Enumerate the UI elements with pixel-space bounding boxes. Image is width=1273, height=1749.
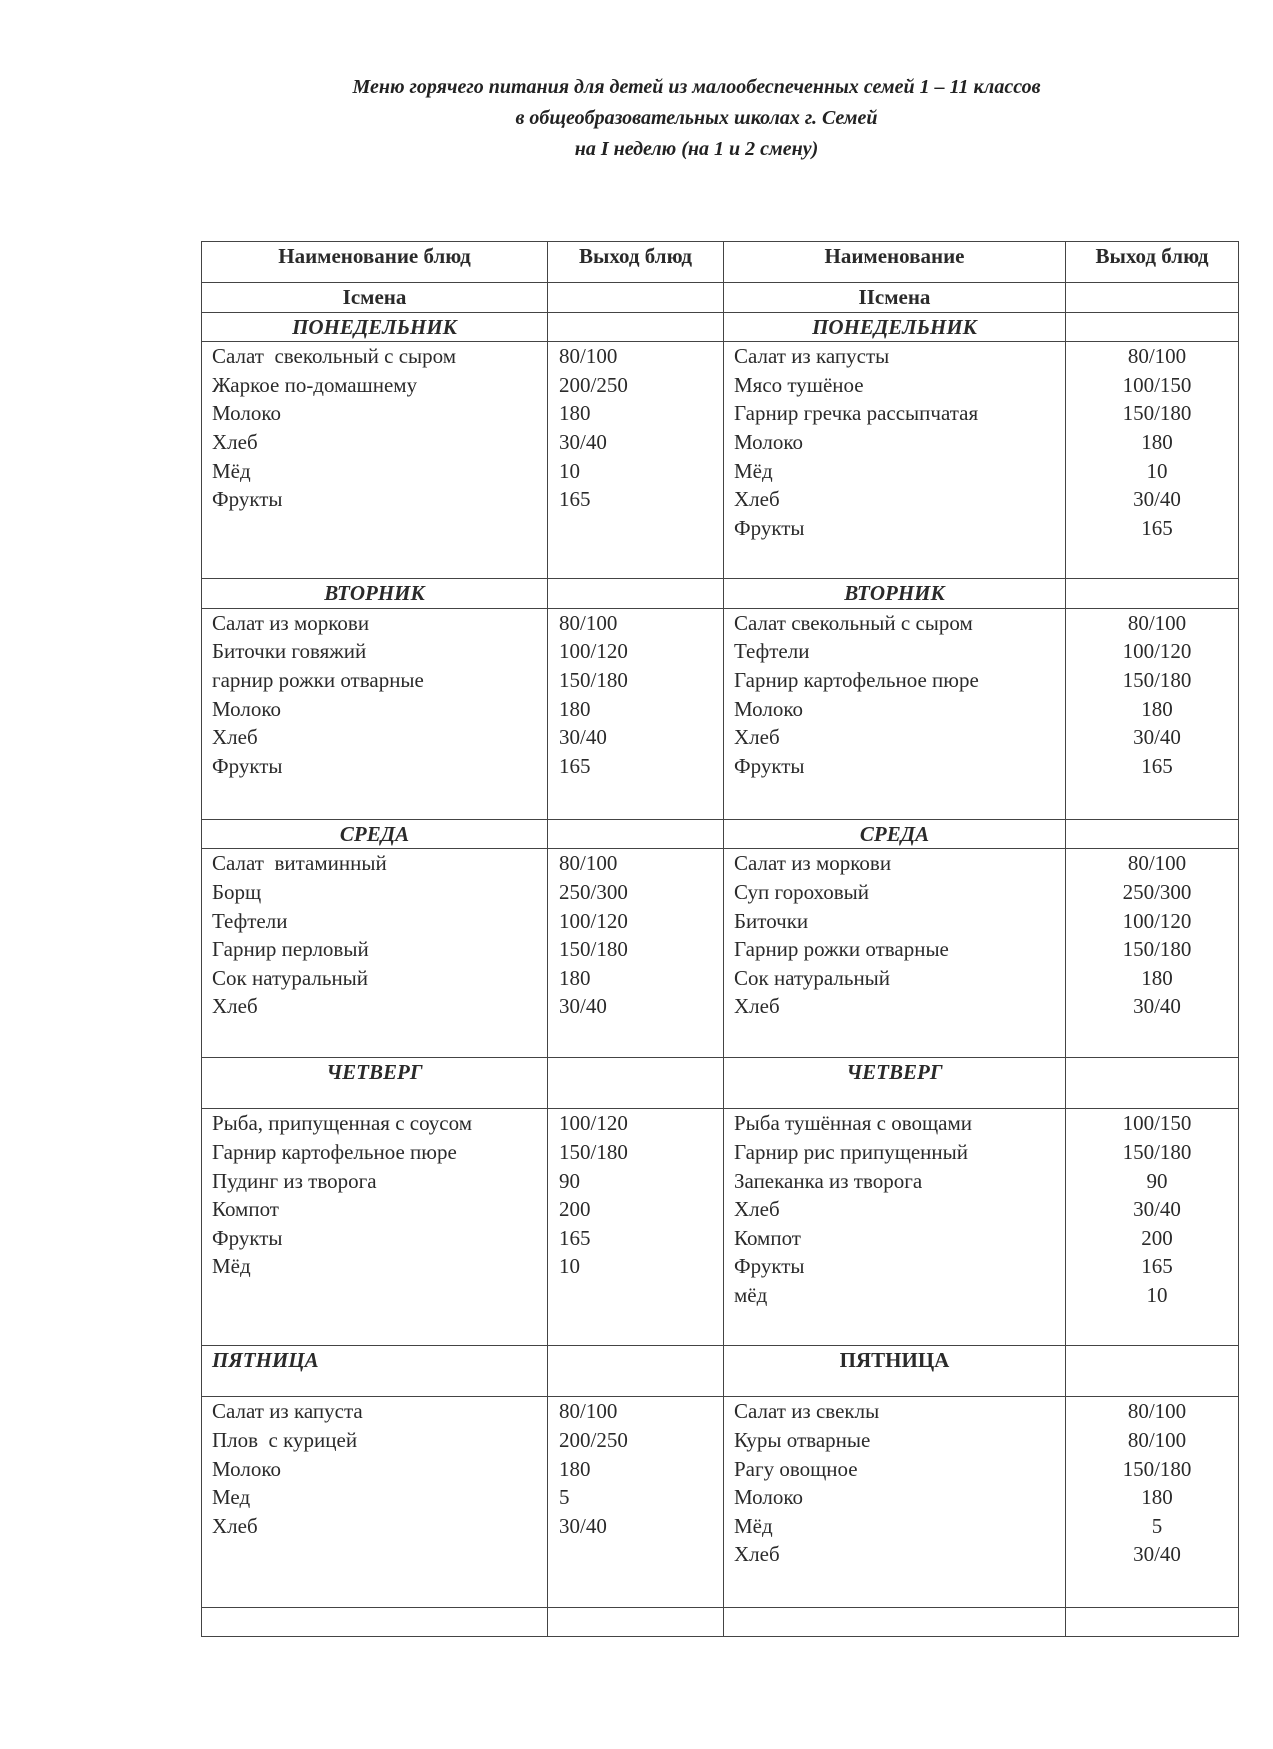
dish-name: Хлеб — [734, 725, 780, 750]
empty-cell — [548, 1608, 724, 1637]
dish-name: Мясо тушёное — [734, 372, 864, 397]
dish-portion: 30/40 — [559, 725, 607, 750]
empty-cell — [1066, 312, 1239, 342]
dish-name: Биточки говяжий — [212, 639, 367, 664]
second-shift-dishes — [724, 608, 1066, 819]
dish-name: Гарнир рожки отварные — [734, 937, 949, 962]
dish-portion: 100/120 — [559, 1111, 628, 1136]
first-shift-portions — [548, 1109, 724, 1346]
dish-name: Фрукты — [212, 1225, 283, 1250]
dish-portion: 150/180 — [559, 937, 628, 962]
document-title — [0, 72, 1273, 165]
dish-portion: 30/40 — [1133, 1197, 1181, 1222]
title-line-3: на I неделю (на 1 и 2 смену) — [574, 138, 819, 160]
empty-cell — [1066, 1346, 1239, 1397]
first-shift-dishes — [202, 1109, 548, 1346]
dish-portion: 165 — [1141, 515, 1173, 540]
dish-portion: 10 — [559, 458, 580, 483]
dish-name: Гарнир перловый — [212, 937, 369, 962]
header-dish-name-2: Наименование — [724, 242, 1066, 283]
dish-portion: 80/100 — [1127, 610, 1187, 635]
first-shift-dishes — [202, 1397, 548, 1608]
title-line-1: Меню горячего питания для детей из малообеспеченных семей 1 – 11 классов — [352, 76, 1041, 98]
header-dish-name-1: Наименование блюд — [202, 242, 548, 283]
dish-name: Гарнир рис припущенный — [734, 1139, 969, 1164]
dish-portion: 180 — [559, 965, 591, 990]
empty-cell — [202, 1608, 548, 1637]
second-shift-label: IIсмена — [724, 283, 1066, 313]
empty-cell — [1066, 1058, 1239, 1109]
dish-name: Салат из капуста — [212, 1399, 363, 1424]
dish-name: Гарнир картофельное пюре — [734, 667, 979, 692]
dish-name: Фрукты — [212, 487, 283, 512]
dish-portion: 200 — [559, 1197, 591, 1222]
dish-portion: 100/120 — [559, 639, 628, 664]
dish-name: Жаркое по-домашнему — [212, 372, 418, 397]
dish-portion: 30/40 — [1133, 725, 1181, 750]
dish-portion: 80/100 — [559, 1399, 618, 1424]
dish-name: Молоко — [734, 696, 803, 721]
dish-name: Хлеб — [734, 994, 780, 1019]
day-name-first-shift: ПЯТНИЦА — [202, 1346, 548, 1397]
dish-name: Молоко — [734, 1485, 803, 1510]
dish-portion: 100/120 — [559, 908, 628, 933]
dish-portion: 165 — [1141, 1254, 1173, 1279]
dish-name: Компот — [212, 1197, 279, 1222]
dish-portion: 250/300 — [559, 879, 628, 904]
dish-name: Плов с курицей — [212, 1427, 358, 1452]
dish-name: Компот — [734, 1225, 801, 1250]
dish-portion: 180 — [1141, 965, 1173, 990]
day-name-second-shift: ПЯТНИЦА — [724, 1346, 1066, 1397]
dish-name: Хлеб — [734, 487, 780, 512]
dish-name: Салат из моркови — [212, 610, 370, 635]
dish-portion: 150/180 — [559, 1139, 628, 1164]
dish-name: Салат свекольный с сыром — [212, 344, 457, 369]
dish-portion: 10 — [1146, 458, 1168, 483]
dish-portion: 10 — [559, 1254, 580, 1279]
dish-portion: 150/180 — [1122, 1139, 1192, 1164]
dish-portion: 250/300 — [1122, 879, 1192, 904]
first-shift-label: Iсмена — [202, 283, 548, 313]
empty-cell — [548, 312, 724, 342]
dish-name: Фрукты — [734, 515, 805, 540]
dish-portion: 5 — [559, 1485, 570, 1510]
dish-portion: 100/120 — [1122, 639, 1192, 664]
empty-cell — [548, 283, 724, 313]
dish-portion: 150/180 — [1122, 1456, 1192, 1481]
day-name-first-shift: СРЕДА — [202, 819, 548, 849]
dish-portion: 200/250 — [559, 372, 628, 397]
empty-row — [202, 1608, 1239, 1637]
dish-portion: 30/40 — [559, 429, 607, 454]
dish-name: Мёд — [734, 1513, 773, 1538]
menu-items-row — [202, 608, 1239, 819]
dish-portion: 80/100 — [1127, 1399, 1187, 1424]
dish-portion: 100/150 — [1122, 1111, 1192, 1136]
dish-name: Запеканка из творога — [734, 1168, 923, 1193]
dish-name: гарнир рожки отварные — [212, 667, 424, 692]
empty-cell — [548, 1058, 724, 1109]
empty-cell — [548, 579, 724, 609]
dish-name: Хлеб — [212, 725, 258, 750]
second-shift-portions — [1066, 1109, 1239, 1346]
dish-portion: 200 — [1141, 1225, 1173, 1250]
first-shift-portions — [548, 608, 724, 819]
dish-name: Рыба тушённая с овощами — [734, 1111, 973, 1136]
day-name-second-shift: СРЕДА — [724, 819, 1066, 849]
dish-portion: 90 — [559, 1168, 580, 1193]
dish-portion: 165 — [559, 1225, 591, 1250]
menu-items-row — [202, 1109, 1239, 1346]
first-shift-portions — [548, 1397, 724, 1608]
day-name-second-shift: ВТОРНИК — [724, 579, 1066, 609]
dish-portion: 165 — [559, 487, 591, 512]
empty-cell — [1066, 1608, 1239, 1637]
dish-name: Пудинг из творога — [212, 1168, 377, 1193]
dish-name: Рагу овощное — [734, 1456, 858, 1481]
dish-portion: 80/100 — [1127, 344, 1187, 369]
table-header-row — [202, 242, 1239, 283]
dish-name: Салат из капусты — [734, 344, 890, 369]
dish-portion: 80/100 — [559, 851, 618, 876]
second-shift-dishes — [724, 342, 1066, 579]
dish-name: Сок натуральный — [212, 965, 369, 990]
title-line-2: в общеобразовательных школах г. Семей — [515, 107, 878, 129]
day-row — [202, 1346, 1239, 1397]
dish-portion: 30/40 — [559, 994, 607, 1019]
dish-portion: 180 — [1141, 696, 1173, 721]
dish-name: Салат из свеклы — [734, 1399, 880, 1424]
dish-name: Рыба, припущенная с соусом — [212, 1111, 473, 1136]
dish-portion: 80/100 — [559, 344, 618, 369]
second-shift-portions — [1066, 342, 1239, 579]
dish-portion: 150/180 — [559, 667, 628, 692]
day-name-second-shift: ПОНЕДЕЛЬНИК — [724, 312, 1066, 342]
dish-portion: 5 — [1151, 1513, 1163, 1538]
first-shift-portions — [548, 342, 724, 579]
dish-name: Сок натуральный — [734, 965, 891, 990]
day-row — [202, 819, 1239, 849]
dish-name: Молоко — [212, 696, 281, 721]
dish-name: Салат свекольный с сыром — [734, 610, 973, 635]
dish-name: Салат из моркови — [734, 851, 892, 876]
dish-portion: 150/180 — [1122, 937, 1192, 962]
dish-name: Молоко — [212, 401, 281, 426]
dish-name: Гарнир гречка рассыпчатая — [734, 401, 979, 426]
menu-items-row — [202, 1397, 1239, 1608]
empty-cell — [1066, 579, 1239, 609]
dish-name: Мед — [212, 1485, 251, 1510]
second-shift-dishes — [724, 849, 1066, 1058]
dish-portion: 180 — [1141, 429, 1173, 454]
dish-name: Хлеб — [212, 429, 258, 454]
header-portion-2: Выход блюд — [1066, 242, 1239, 283]
first-shift-dishes — [202, 849, 548, 1058]
day-name-first-shift: ВТОРНИК — [202, 579, 548, 609]
second-shift-dishes — [724, 1109, 1066, 1346]
dish-name: Борщ — [212, 879, 262, 904]
first-shift-portions — [548, 849, 724, 1058]
day-name-first-shift: ЧЕТВЕРГ — [202, 1058, 548, 1109]
second-shift-portions — [1066, 608, 1239, 819]
dish-portion: 10 — [1146, 1282, 1168, 1307]
dish-portion: 165 — [1141, 753, 1173, 778]
dish-name: Тефтели — [734, 639, 810, 664]
empty-cell — [548, 819, 724, 849]
dish-name: Куры отварные — [734, 1427, 871, 1452]
second-shift-dishes — [724, 1397, 1066, 1608]
menu-items-row — [202, 342, 1239, 579]
header-portion-1: Выход блюд — [548, 242, 724, 283]
dish-name: Мёд — [212, 458, 251, 483]
dish-portion: 180 — [559, 1456, 591, 1481]
dish-portion: 200/250 — [559, 1427, 628, 1452]
dish-name: Фрукты — [734, 753, 805, 778]
dish-portion: 80/100 — [1127, 1427, 1187, 1452]
day-name-first-shift: ПОНЕДЕЛЬНИК — [202, 312, 548, 342]
dish-portion: 100/120 — [1122, 908, 1192, 933]
empty-cell — [1066, 819, 1239, 849]
dish-name: Фрукты — [734, 1254, 805, 1279]
empty-cell — [1066, 283, 1239, 313]
day-name-second-shift: ЧЕТВЕРГ — [724, 1058, 1066, 1109]
dish-portion: 80/100 — [559, 610, 618, 635]
dish-portion: 30/40 — [1133, 1542, 1181, 1567]
dish-portion: 180 — [559, 696, 591, 721]
first-shift-dishes — [202, 342, 548, 579]
dish-name: Гарнир картофельное пюре — [212, 1139, 457, 1164]
shift-row — [202, 283, 1239, 313]
menu-items-row — [202, 849, 1239, 1058]
second-shift-portions — [1066, 1397, 1239, 1608]
dish-portion: 150/180 — [1122, 401, 1192, 426]
dish-name: Хлеб — [734, 1542, 780, 1567]
day-row — [202, 1058, 1239, 1109]
dish-portion: 90 — [1146, 1168, 1168, 1193]
empty-cell — [548, 1346, 724, 1397]
dish-portion: 30/40 — [559, 1513, 607, 1538]
day-row — [202, 312, 1239, 342]
dish-name: Молоко — [212, 1456, 281, 1481]
dish-portion: 30/40 — [1133, 487, 1181, 512]
dish-portion: 80/100 — [1127, 851, 1187, 876]
empty-cell — [724, 1608, 1066, 1637]
dish-name: Хлеб — [734, 1197, 780, 1222]
dish-name: Хлеб — [212, 1513, 258, 1538]
dish-portion: 165 — [559, 753, 591, 778]
dish-portion: 100/150 — [1122, 372, 1192, 397]
menu-table — [201, 241, 1239, 1637]
dish-name: Тефтели — [212, 908, 288, 933]
dish-portion: 30/40 — [1133, 994, 1181, 1019]
dish-name: Молоко — [734, 429, 803, 454]
dish-name: Биточки — [734, 908, 809, 933]
dish-name: Мёд — [212, 1254, 251, 1279]
second-shift-portions — [1066, 849, 1239, 1058]
dish-name: Хлеб — [212, 994, 258, 1019]
dish-name: мёд — [734, 1282, 768, 1307]
dish-name: Фрукты — [212, 753, 283, 778]
dish-portion: 150/180 — [1122, 667, 1192, 692]
dish-portion: 180 — [559, 401, 591, 426]
first-shift-dishes — [202, 608, 548, 819]
dish-portion: 180 — [1141, 1485, 1173, 1510]
day-row — [202, 579, 1239, 609]
dish-name: Суп гороховый — [734, 879, 870, 904]
dish-name: Мёд — [734, 458, 773, 483]
dish-name: Салат витаминный — [212, 851, 387, 876]
